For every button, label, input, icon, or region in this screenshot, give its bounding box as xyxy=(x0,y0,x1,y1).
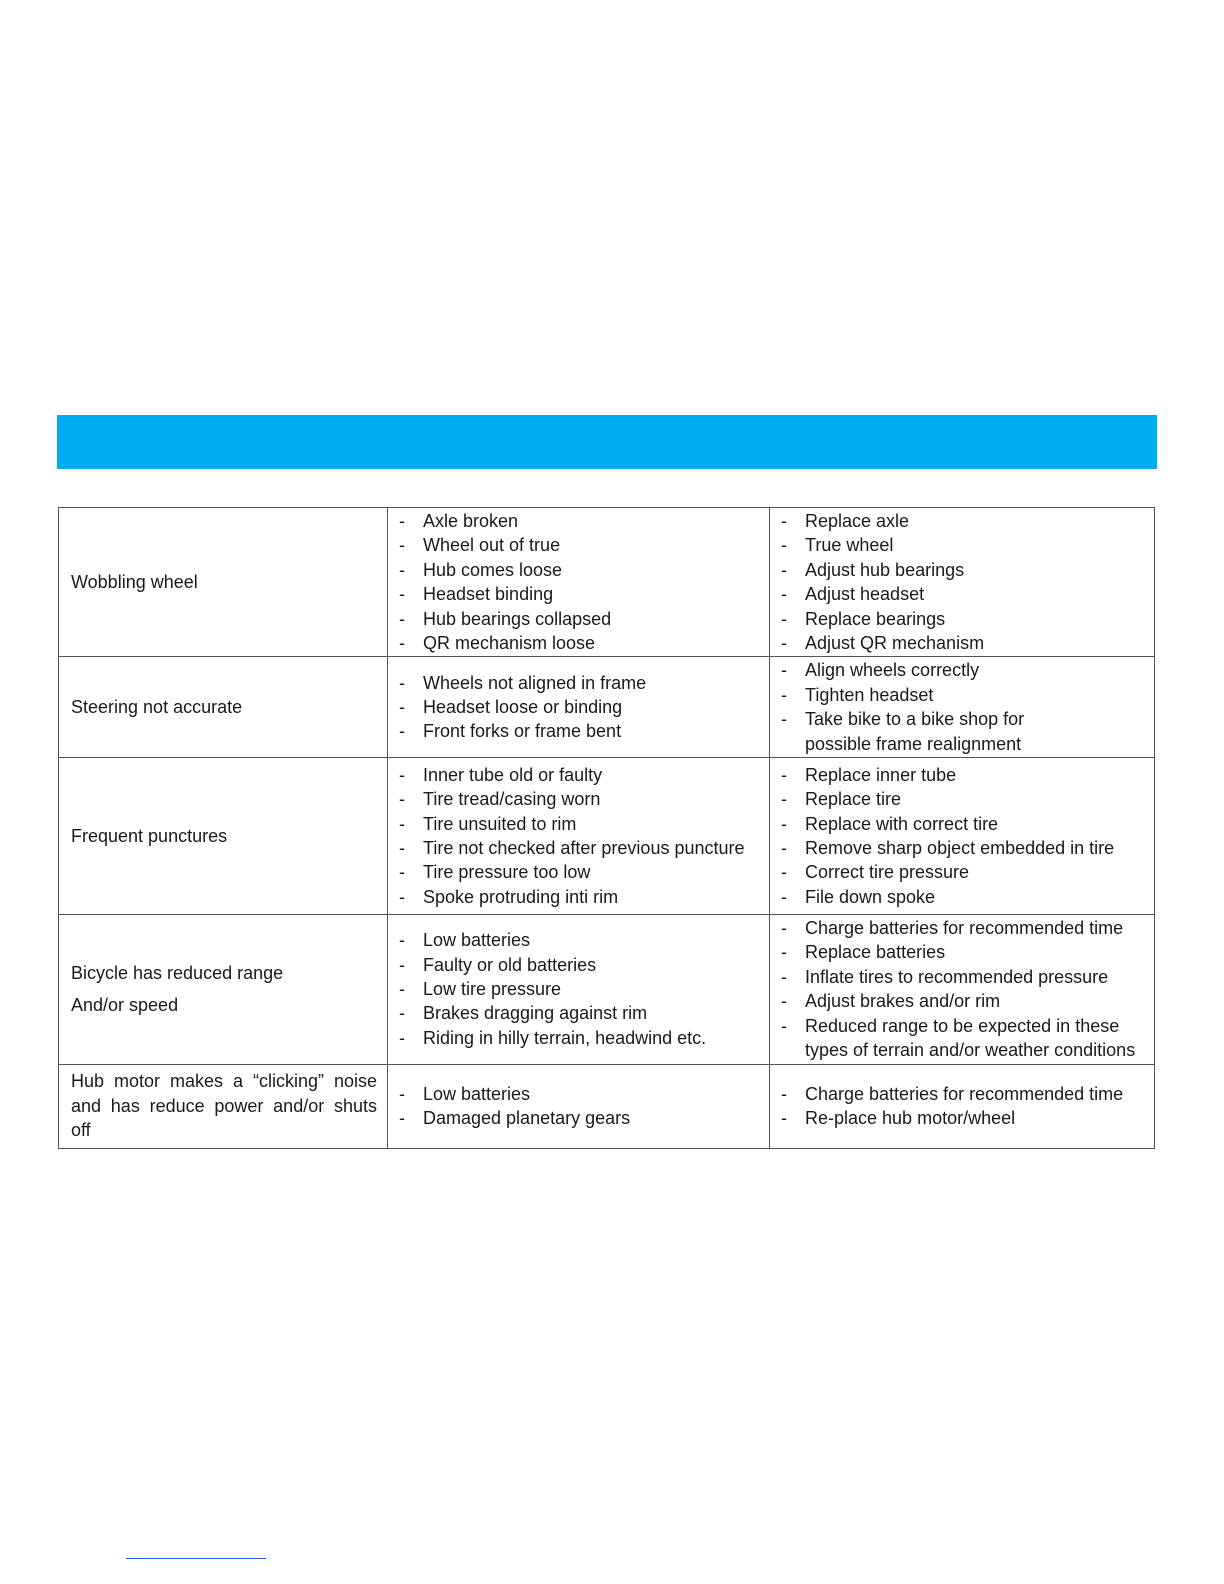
remedies-cell xyxy=(770,657,1155,758)
list-item xyxy=(399,1082,761,1106)
list-marker: - xyxy=(399,789,405,810)
symptom-text: Steering not accurate xyxy=(71,697,243,718)
cause-text: Tire unsuited to rim xyxy=(423,813,577,834)
symptom-cell xyxy=(59,1064,388,1148)
remedies-cell xyxy=(770,758,1155,915)
list-marker: - xyxy=(399,954,405,975)
list-item xyxy=(399,582,761,606)
table-row xyxy=(59,1064,1155,1148)
remedy-text: Correct tire pressure xyxy=(805,862,970,883)
cause-text: Low tire pressure xyxy=(423,979,562,1000)
symptom-text: Wobbling wheel xyxy=(71,572,198,593)
section-header-banner xyxy=(57,415,1157,469)
causes-list xyxy=(399,1082,761,1131)
list-item xyxy=(781,509,1146,533)
cause-text: Low batteries xyxy=(423,930,531,951)
list-item xyxy=(781,1106,1146,1130)
list-item xyxy=(781,707,1146,756)
list-marker: - xyxy=(399,559,405,580)
list-marker: - xyxy=(399,1108,405,1128)
list-marker: - xyxy=(399,584,405,605)
list-marker: - xyxy=(781,1083,787,1104)
cause-text: Spoke protruding inti rim xyxy=(423,886,619,907)
list-marker: - xyxy=(399,813,405,834)
list-marker: - xyxy=(399,608,405,629)
list-marker: - xyxy=(781,608,787,629)
table-row xyxy=(59,915,1155,1064)
list-marker: - xyxy=(399,862,405,883)
remedy-text: Remove sharp object embedded in tire xyxy=(805,838,1115,859)
cause-text: Riding in hilly terrain, headwind etc. xyxy=(423,1027,707,1048)
remedy-text: Adjust hub bearings xyxy=(805,559,965,580)
list-marker: - xyxy=(781,764,787,785)
list-marker: - xyxy=(781,991,787,1012)
list-marker: - xyxy=(399,979,405,1000)
list-item xyxy=(399,860,761,884)
causes-cell xyxy=(388,1064,770,1148)
list-item xyxy=(781,885,1146,909)
list-item xyxy=(781,787,1146,811)
footnote-rule xyxy=(126,1558,266,1559)
cause-text: Brakes dragging against rim xyxy=(423,1003,648,1024)
cause-text: Axle broken xyxy=(423,511,519,531)
remedy-text: Align wheels correctly xyxy=(805,660,980,681)
list-item xyxy=(399,1026,761,1050)
list-item xyxy=(781,533,1146,557)
list-marker: - xyxy=(781,684,787,705)
remedies-cell xyxy=(770,508,1155,657)
list-item xyxy=(399,671,761,695)
list-item xyxy=(399,928,761,952)
list-item xyxy=(399,719,761,743)
cause-text: Low batteries xyxy=(423,1083,531,1104)
list-marker: - xyxy=(781,535,787,556)
remedy-text: Charge batteries for recommended time xyxy=(805,918,1124,939)
list-item xyxy=(399,695,761,719)
cause-text: Hub bearings collapsed xyxy=(423,608,612,629)
list-marker: - xyxy=(781,942,787,963)
table-row xyxy=(59,657,1155,758)
troubleshooting-table xyxy=(58,507,1155,1149)
list-marker: - xyxy=(781,838,787,859)
list-item xyxy=(781,683,1146,707)
list-marker: - xyxy=(781,511,787,531)
cause-text: Damaged planetary gears xyxy=(423,1108,631,1128)
list-marker: - xyxy=(399,1003,405,1024)
cause-text: Inner tube old or faulty xyxy=(423,764,603,785)
list-item xyxy=(399,1106,761,1130)
list-marker: - xyxy=(399,838,405,859)
cause-text: Tire tread/casing worn xyxy=(423,789,601,810)
remedies-cell xyxy=(770,1064,1155,1148)
list-marker: - xyxy=(399,511,405,531)
remedies-list xyxy=(781,763,1146,909)
remedy-text: Re-place hub motor/wheel xyxy=(805,1108,1016,1128)
list-item xyxy=(781,658,1146,682)
remedy-text: Replace batteries xyxy=(805,942,946,963)
symptom-text: Hub motor makes a “clicking” noise and has reduce power and/or shuts off xyxy=(71,1071,377,1141)
list-item xyxy=(399,787,761,811)
remedies-list xyxy=(781,509,1146,655)
symptom-cell xyxy=(59,758,388,915)
list-item xyxy=(781,1014,1146,1063)
remedy-text: Adjust brakes and/or rim xyxy=(805,991,1001,1012)
symptom-text: And/or speed xyxy=(71,994,179,1015)
list-marker: - xyxy=(781,1015,787,1036)
list-marker: - xyxy=(399,721,405,742)
remedy-text: True wheel xyxy=(805,535,894,556)
list-item xyxy=(781,989,1146,1013)
list-marker: - xyxy=(399,764,405,785)
list-item xyxy=(399,885,761,909)
table-row xyxy=(59,508,1155,657)
cause-text: Tire pressure too low xyxy=(423,862,591,883)
list-item xyxy=(399,812,761,836)
list-item xyxy=(399,607,761,631)
remedy-text: Take bike to a bike shop for possible frame realignment xyxy=(805,709,1025,754)
causes-cell xyxy=(388,508,770,657)
table-row xyxy=(59,758,1155,915)
list-marker: - xyxy=(781,559,787,580)
remedy-text: Adjust headset xyxy=(805,584,925,605)
list-item xyxy=(781,607,1146,631)
list-item xyxy=(399,836,761,860)
cause-text: QR mechanism loose xyxy=(423,633,596,654)
remedy-text: Replace inner tube xyxy=(805,764,957,785)
symptom-cell xyxy=(59,508,388,657)
list-marker: - xyxy=(399,633,405,654)
list-marker: - xyxy=(781,886,787,907)
causes-cell xyxy=(388,758,770,915)
list-item xyxy=(781,860,1146,884)
list-marker: - xyxy=(781,789,787,810)
causes-cell xyxy=(388,657,770,758)
causes-list xyxy=(399,509,761,655)
list-item xyxy=(781,558,1146,582)
list-marker: - xyxy=(399,1027,405,1048)
remedy-text: Charge batteries for recommended time xyxy=(805,1083,1124,1104)
list-item xyxy=(781,582,1146,606)
list-item xyxy=(781,916,1146,940)
cause-text: Hub comes loose xyxy=(423,559,563,580)
list-item xyxy=(781,763,1146,787)
remedies-list xyxy=(781,658,1146,756)
symptom-cell xyxy=(59,657,388,758)
causes-list xyxy=(399,928,761,1050)
list-marker: - xyxy=(399,535,405,556)
cause-text: Headset binding xyxy=(423,584,554,605)
list-marker: - xyxy=(781,709,787,730)
symptom-text: Bicycle has reduced range xyxy=(71,963,284,984)
list-item xyxy=(399,509,761,533)
cause-text: Headset loose or binding xyxy=(423,697,623,718)
list-marker: - xyxy=(781,1108,787,1128)
list-item xyxy=(781,631,1146,655)
list-marker: - xyxy=(399,697,405,718)
list-marker: - xyxy=(781,918,787,939)
cause-text: Wheel out of true xyxy=(423,535,561,556)
list-marker: - xyxy=(781,584,787,605)
list-item xyxy=(399,953,761,977)
list-marker: - xyxy=(399,672,405,693)
causes-list xyxy=(399,763,761,909)
list-marker: - xyxy=(399,1083,405,1104)
remedy-text: Replace axle xyxy=(805,511,910,531)
remedy-text: Reduced range to be expected in these types of terrain and/or weather conditions xyxy=(805,1015,1136,1061)
list-item xyxy=(781,965,1146,989)
remedy-text: File down spoke xyxy=(805,886,936,907)
cause-text: Front forks or frame bent xyxy=(423,721,622,742)
list-item xyxy=(399,558,761,582)
remedy-text: Adjust QR mechanism xyxy=(805,633,985,654)
list-item xyxy=(781,1082,1146,1106)
list-marker: - xyxy=(399,886,405,907)
symptom-cell xyxy=(59,915,388,1064)
list-item xyxy=(399,631,761,655)
remedy-text: Replace tire xyxy=(805,789,902,810)
list-item xyxy=(781,836,1146,860)
remedy-text: Tighten headset xyxy=(805,684,934,705)
list-marker: - xyxy=(781,660,787,681)
remedy-text: Replace with correct tire xyxy=(805,813,999,834)
remedy-text: Inflate tires to recommended pressure xyxy=(805,966,1109,987)
list-item xyxy=(781,940,1146,964)
causes-cell xyxy=(388,915,770,1064)
list-item xyxy=(399,1001,761,1025)
cause-text: Wheels not aligned in frame xyxy=(423,672,647,693)
list-marker: - xyxy=(781,813,787,834)
list-marker: - xyxy=(781,862,787,883)
symptom-text: Frequent punctures xyxy=(71,825,228,846)
list-item xyxy=(399,533,761,557)
cause-text: Faulty or old batteries xyxy=(423,954,597,975)
list-marker: - xyxy=(399,930,405,951)
remedy-text: Replace bearings xyxy=(805,608,946,629)
list-item xyxy=(781,812,1146,836)
list-marker: - xyxy=(781,633,787,654)
remedies-cell xyxy=(770,915,1155,1064)
list-item xyxy=(399,977,761,1001)
causes-list xyxy=(399,671,761,744)
remedies-list xyxy=(781,1082,1146,1131)
remedies-list xyxy=(781,916,1146,1062)
list-item xyxy=(399,763,761,787)
list-marker: - xyxy=(781,966,787,987)
cause-text: Tire not checked after previous puncture xyxy=(423,838,745,859)
